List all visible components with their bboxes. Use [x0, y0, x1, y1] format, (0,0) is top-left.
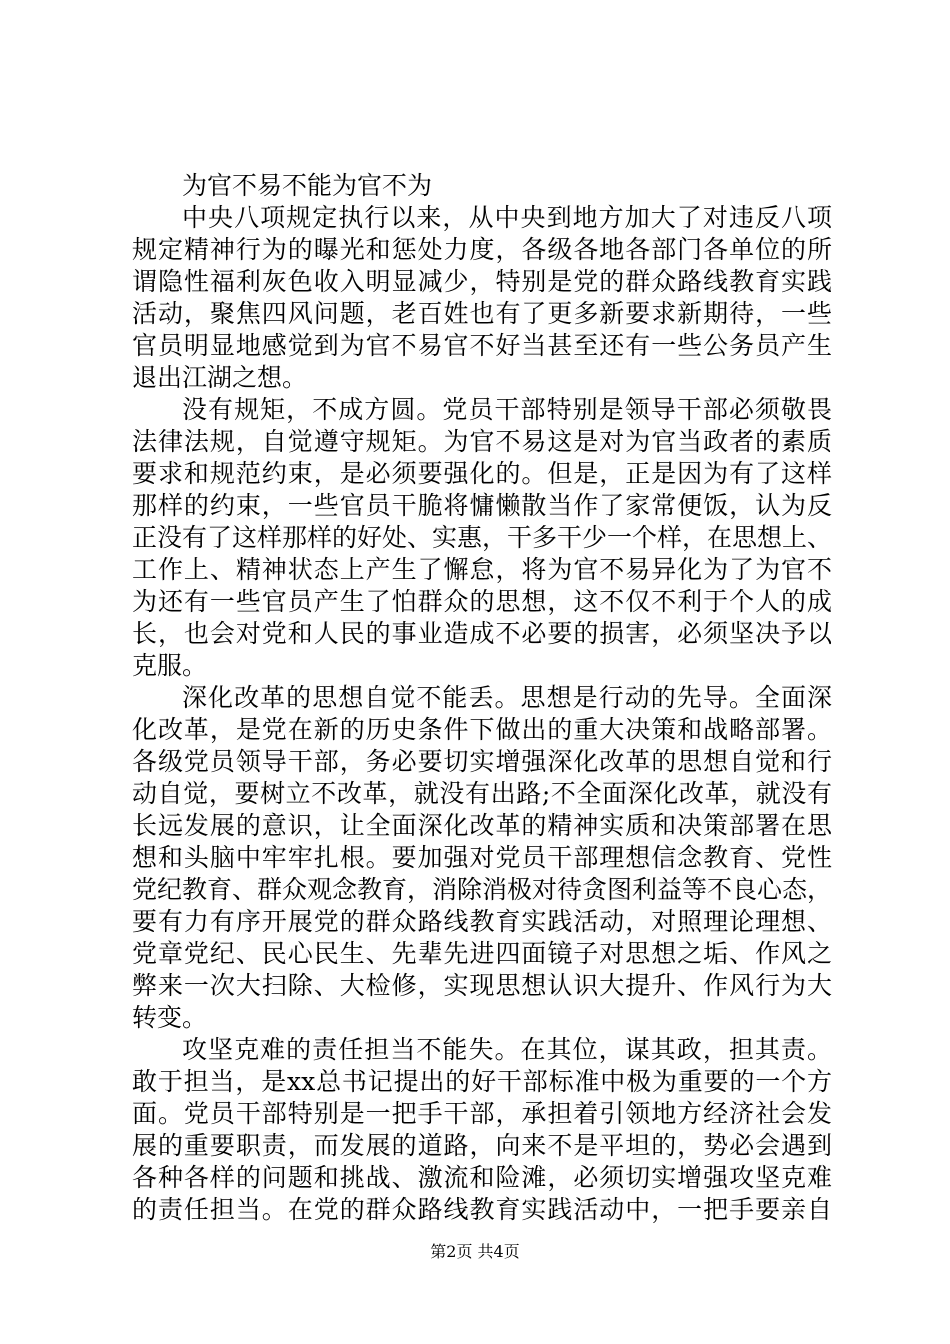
- text-line: 官员明显地感觉到为官不易官不好当甚至还有一些公务员产生: [132, 331, 832, 360]
- text-line: 动自觉，要树立不改革，就没有出路;不全面深化改革，就没有: [132, 779, 832, 808]
- document-title: 为官不易不能为官不为: [182, 171, 433, 200]
- text-line: 要求和规范约束，是必须要强化的。但是，正是因为有了这样: [132, 459, 832, 488]
- text-line: 退出江湖之想。: [132, 363, 308, 392]
- text-line: 为还有一些官员产生了怕群众的思想，这不仅不利于个人的成: [132, 587, 832, 616]
- text-line: 各级党员领导干部，务必要切实增强深化改革的思想自觉和行: [132, 747, 832, 776]
- text-line: 谓隐性福利灰色收入明显减少，特别是党的群众路线教育实践: [132, 267, 832, 296]
- text-line: 展的重要职责，而发展的道路，向来不是平坦的，势必会遇到: [132, 1131, 832, 1160]
- text-line: 党章党纪、民心民生、先辈先进四面镜子对思想之垢、作风之: [132, 939, 832, 968]
- text-line: 党纪教育、群众观念教育，消除消极对待贪图利益等不良心态，: [132, 875, 832, 904]
- text-line: 敢于担当，是xx总书记提出的好干部标准中极为重要的一个方: [132, 1067, 832, 1096]
- text-line: 各种各样的问题和挑战、激流和险滩，必须切实增强攻坚克难: [132, 1163, 832, 1192]
- text-line: 的责任担当。在党的群众路线教育实践活动中，一把手要亲自: [132, 1195, 832, 1224]
- text-line: 化改革，是党在新的历史条件下做出的重大决策和战略部署。: [132, 715, 832, 744]
- page-number-footer: 第2页 共4页: [430, 1242, 520, 1261]
- text-line: 想和头脑中牢牢扎根。要加强对党员干部理想信念教育、党性: [132, 843, 832, 872]
- text-line: 深化改革的思想自觉不能丢。思想是行动的先导。全面深: [182, 683, 832, 712]
- text-line: 工作上、精神状态上产生了懈怠，将为官不易异化为了为官不: [132, 555, 832, 584]
- text-line: 那样的约束，一些官员干脆将慵懒散当作了家常便饭，认为反: [132, 491, 832, 520]
- text-line: 长，也会对党和人民的事业造成不必要的损害，必须坚决予以: [132, 619, 832, 648]
- text-line: 中央八项规定执行以来，从中央到地方加大了对违反八项: [182, 203, 832, 232]
- text-line: 没有规矩，不成方圆。党员干部特别是领导干部必须敬畏: [182, 395, 832, 424]
- text-line: 面。党员干部特别是一把手干部，承担着引领地方经济社会发: [132, 1099, 832, 1128]
- text-line: 弊来一次大扫除、大检修，实现思想认识大提升、作风行为大: [132, 971, 832, 1000]
- document-body: [132, 170, 832, 1226]
- text-line: 正没有了这样那样的好处、实惠，干多干少一个样，在思想上、: [132, 523, 832, 552]
- text-line: 克服。: [132, 651, 208, 680]
- text-line: 规定精神行为的曝光和惩处力度，各级各地各部门各单位的所: [132, 235, 832, 264]
- text-line: 要有力有序开展党的群众路线教育实践活动，对照理论理想、: [132, 907, 832, 936]
- text-line: 长远发展的意识，让全面深化改革的精神实质和决策部署在思: [132, 811, 832, 840]
- text-line: 转变。: [132, 1003, 208, 1032]
- text-line: 攻坚克难的责任担当不能失。在其位，谋其政，担其责。: [182, 1035, 832, 1064]
- text-line: 法律法规，自觉遵守规矩。为官不易这是对为官当政者的素质: [132, 427, 832, 456]
- text-line: 活动，聚焦四风问题，老百姓也有了更多新要求新期待，一些: [132, 299, 832, 328]
